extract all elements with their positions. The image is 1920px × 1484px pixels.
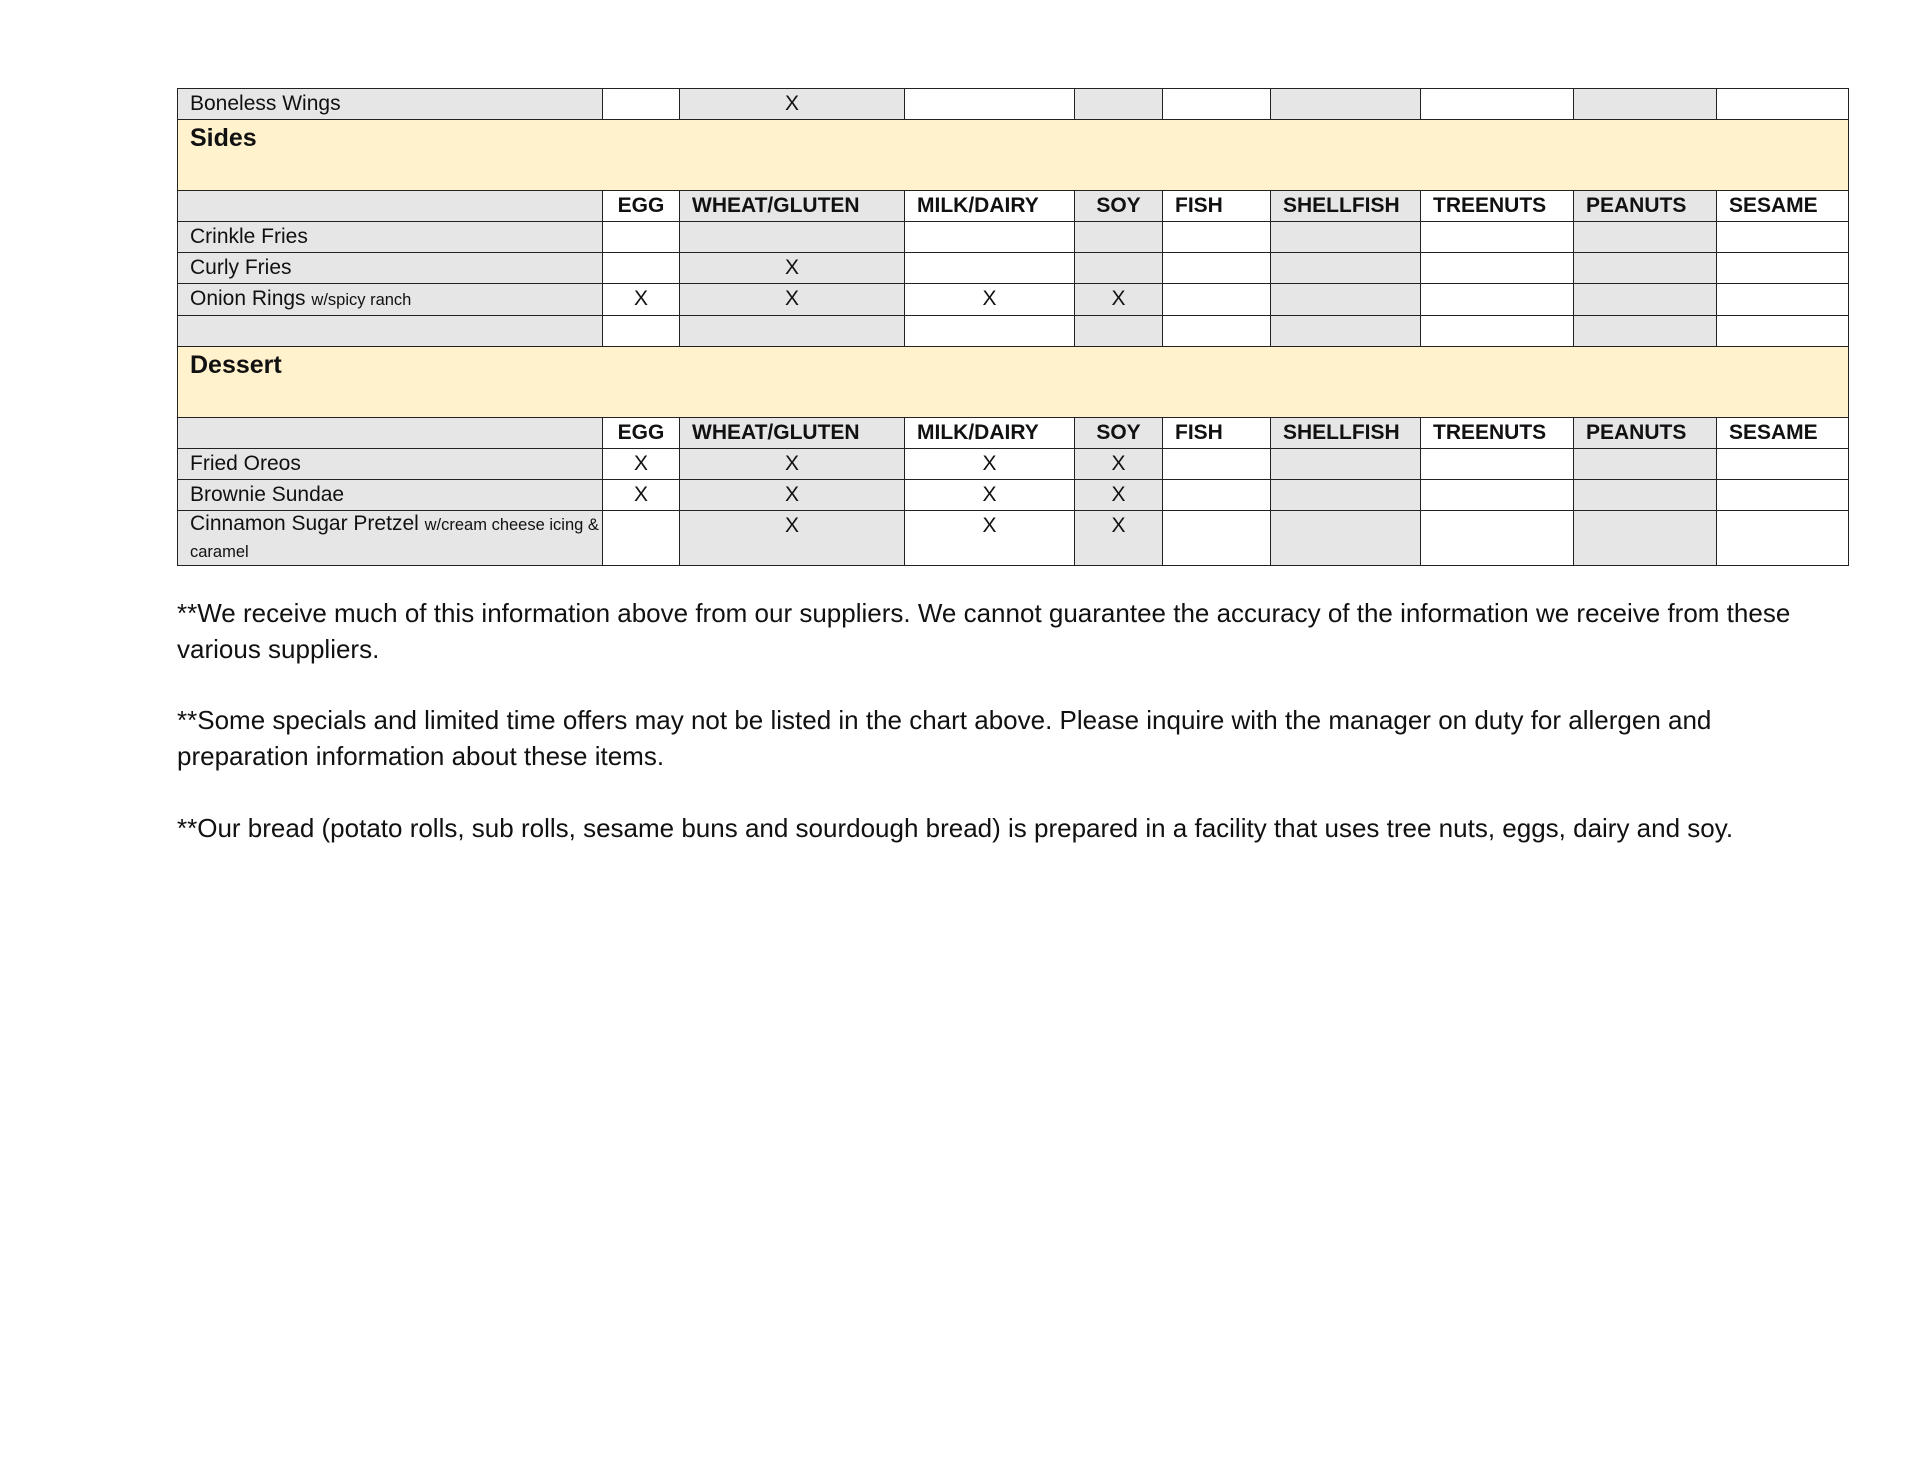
table-row (178, 222, 1849, 253)
item-name-cell (178, 284, 603, 316)
allergen-cell (1717, 480, 1849, 511)
allergen-cell (1717, 222, 1849, 253)
allergen-cell: X (680, 253, 905, 284)
item-name: Crinkle Fries (190, 225, 308, 248)
item-name: Fried Oreos (190, 452, 301, 475)
column-header: SOY (1075, 418, 1163, 449)
allergen-cell (1075, 89, 1163, 120)
allergen-cell (1717, 511, 1849, 566)
allergen-cell: X (680, 449, 905, 480)
table-row (178, 449, 1849, 480)
column-header: WHEAT/GLUTEN (680, 418, 905, 449)
allergen-cell: X (603, 284, 680, 316)
column-header: MILK/DAIRY (905, 191, 1075, 222)
allergen-cell (1271, 449, 1421, 480)
column-header: SOY (1075, 191, 1163, 222)
allergen-cell (905, 89, 1075, 120)
item-name: Boneless Wings (190, 92, 341, 115)
allergen-cell: X (680, 480, 905, 511)
allergen-cell: X (603, 480, 680, 511)
allergen-cell (1421, 316, 1574, 347)
allergen-cell (1075, 253, 1163, 284)
column-header: PEANUTS (1574, 418, 1717, 449)
allergen-cell: X (905, 480, 1075, 511)
allergen-cell (1574, 480, 1717, 511)
item-name-cell (178, 480, 603, 511)
allergen-cell: X (905, 284, 1075, 316)
allergen-cell: X (905, 449, 1075, 480)
allergen-cell (1574, 316, 1717, 347)
table-row (178, 89, 1849, 120)
item-name-cell (178, 222, 603, 253)
column-header: SHELLFISH (1271, 191, 1421, 222)
table-row (178, 316, 1849, 347)
allergen-cell (1574, 222, 1717, 253)
column-header: FISH (1163, 191, 1271, 222)
allergen-cell (1421, 253, 1574, 284)
allergen-cell (1163, 284, 1271, 316)
allergen-cell (603, 253, 680, 284)
allergen-cell (1271, 480, 1421, 511)
allergen-cell (1271, 284, 1421, 316)
allergen-cell (1271, 253, 1421, 284)
allergen-cell (1163, 253, 1271, 284)
column-header: MILK/DAIRY (905, 418, 1075, 449)
allergen-cell (1421, 511, 1574, 566)
section-title: Dessert (178, 347, 1849, 418)
allergen-cell (1163, 480, 1271, 511)
allergen-cell (1075, 222, 1163, 253)
allergen-cell (905, 222, 1075, 253)
column-header: SHELLFISH (1271, 418, 1421, 449)
bread-facility-note: **Our bread (potato rolls, sub rolls, sesame buns and sourdough bread) is prepared in a facility that uses tree nuts, eggs, dairy and soy. (177, 813, 1734, 843)
allergen-cell (905, 316, 1075, 347)
column-header: SESAME (1717, 418, 1849, 449)
table-row (178, 253, 1849, 284)
column-header: TREENUTS (1421, 191, 1574, 222)
table-row (178, 480, 1849, 511)
column-header-blank (178, 418, 603, 449)
section-title: Sides (178, 120, 1849, 191)
allergen-cell (603, 222, 680, 253)
allergen-cell (1271, 222, 1421, 253)
allergen-cell (1574, 89, 1717, 120)
allergen-cell (1717, 89, 1849, 120)
allergen-cell (1421, 480, 1574, 511)
allergen-table (177, 88, 1849, 566)
allergen-cell (1717, 253, 1849, 284)
specials-disclaimer: **Some specials and limited time offers may not be listed in the chart above. Please inquire with the manager on duty for allergen and preparation information about these items. (177, 705, 1712, 771)
column-header: EGG (603, 418, 680, 449)
column-header-row (178, 418, 1849, 449)
item-note: w/spicy ranch (311, 291, 412, 309)
allergen-cell (1717, 316, 1849, 347)
allergen-cell: X (680, 89, 905, 120)
allergen-cell (1421, 284, 1574, 316)
allergen-cell (603, 316, 680, 347)
allergen-cell (1421, 222, 1574, 253)
allergen-cell: X (1075, 284, 1163, 316)
column-header: TREENUTS (1421, 418, 1574, 449)
allergen-cell (1574, 511, 1717, 566)
allergen-cell (1163, 89, 1271, 120)
allergen-cell (905, 253, 1075, 284)
table-row (178, 284, 1849, 316)
allergen-cell (1421, 89, 1574, 120)
item-name-cell (178, 89, 603, 120)
item-name: Onion Rings (190, 287, 306, 310)
item-name: Cinnamon Sugar Pretzel (190, 512, 419, 535)
allergen-cell: X (680, 511, 905, 566)
allergen-cell (1163, 222, 1271, 253)
column-header: EGG (603, 191, 680, 222)
allergen-cell: X (1075, 449, 1163, 480)
allergen-cell (1075, 316, 1163, 347)
allergen-cell (1163, 316, 1271, 347)
column-header: SESAME (1717, 191, 1849, 222)
item-name-cell (178, 253, 603, 284)
section-header-row (178, 120, 1849, 191)
table-row (178, 511, 1849, 566)
allergen-cell (1717, 284, 1849, 316)
allergen-cell (1574, 284, 1717, 316)
allergen-cell (1574, 449, 1717, 480)
allergen-cell (1271, 511, 1421, 566)
column-header: WHEAT/GLUTEN (680, 191, 905, 222)
item-name-cell (178, 316, 603, 347)
allergen-cell: X (1075, 511, 1163, 566)
allergen-cell (1271, 316, 1421, 347)
column-header-blank (178, 191, 603, 222)
allergen-cell (1271, 89, 1421, 120)
allergen-cell (1717, 449, 1849, 480)
allergen-cell (603, 89, 680, 120)
section-header-row (178, 347, 1849, 418)
allergen-cell: X (603, 449, 680, 480)
allergen-cell (603, 511, 680, 566)
allergen-cell: X (680, 284, 905, 316)
column-header: PEANUTS (1574, 191, 1717, 222)
allergen-cell (680, 316, 905, 347)
allergen-cell (1163, 511, 1271, 566)
item-name-cell (178, 511, 603, 566)
allergen-cell (1421, 449, 1574, 480)
allergen-cell (1574, 253, 1717, 284)
allergen-cell (1163, 449, 1271, 480)
item-name: Curly Fries (190, 256, 292, 279)
item-name: Brownie Sundae (190, 483, 345, 506)
supplier-disclaimer: **We receive much of this information above from our suppliers. We cannot guarantee the accuracy of the information we receive from these various suppliers. (177, 598, 1791, 664)
item-note: w/cream cheese icing & caramel (190, 516, 599, 561)
column-header: FISH (1163, 418, 1271, 449)
allergen-cell (680, 222, 905, 253)
column-header-row (178, 191, 1849, 222)
allergen-cell: X (905, 511, 1075, 566)
allergen-cell: X (1075, 480, 1163, 511)
item-name-cell (178, 449, 603, 480)
